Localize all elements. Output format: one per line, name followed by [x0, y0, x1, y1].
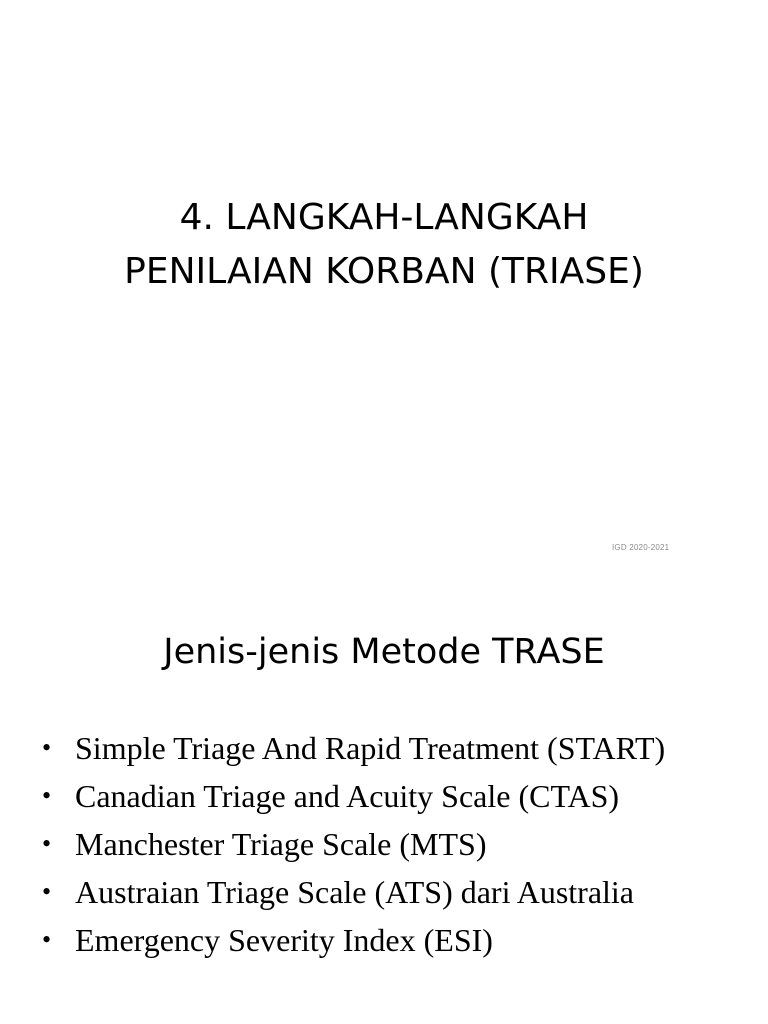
slide-1-title-line-1: 4. LANGKAH-LANGKAH: [179, 197, 589, 238]
bullet-list: [42, 724, 742, 964]
list-item: [42, 868, 742, 916]
list-item-text: Simple Triage And Rapid Treatment (START): [75, 730, 666, 766]
list-item-text: Austraian Triage Scale (ATS) dari Australia: [75, 874, 634, 910]
bullet-icon: •: [42, 781, 52, 810]
list-item: [42, 772, 742, 820]
bullet-icon: •: [42, 925, 52, 954]
list-item-text: Manchester Triage Scale (MTS): [75, 826, 487, 862]
slide-2-title: Jenis-jenis Metode TRASE: [163, 632, 605, 672]
list-item-text: Emergency Severity Index (ESI): [75, 922, 493, 958]
list-item: [42, 724, 742, 772]
slide-1-footer: IGD 2020-2021: [612, 543, 670, 552]
list-item: [42, 916, 742, 964]
slide-1-title: [0, 191, 768, 299]
bullet-icon: •: [42, 829, 52, 858]
slide-1-title-line-2: PENILAIAN KORBAN (TRIASE): [124, 251, 644, 292]
slide-2: [0, 576, 768, 1024]
list-item-text: Canadian Triage and Acuity Scale (CTAS): [75, 778, 620, 814]
list-item: [42, 820, 742, 868]
bullet-icon: •: [42, 733, 52, 762]
bullet-icon: •: [42, 877, 52, 906]
